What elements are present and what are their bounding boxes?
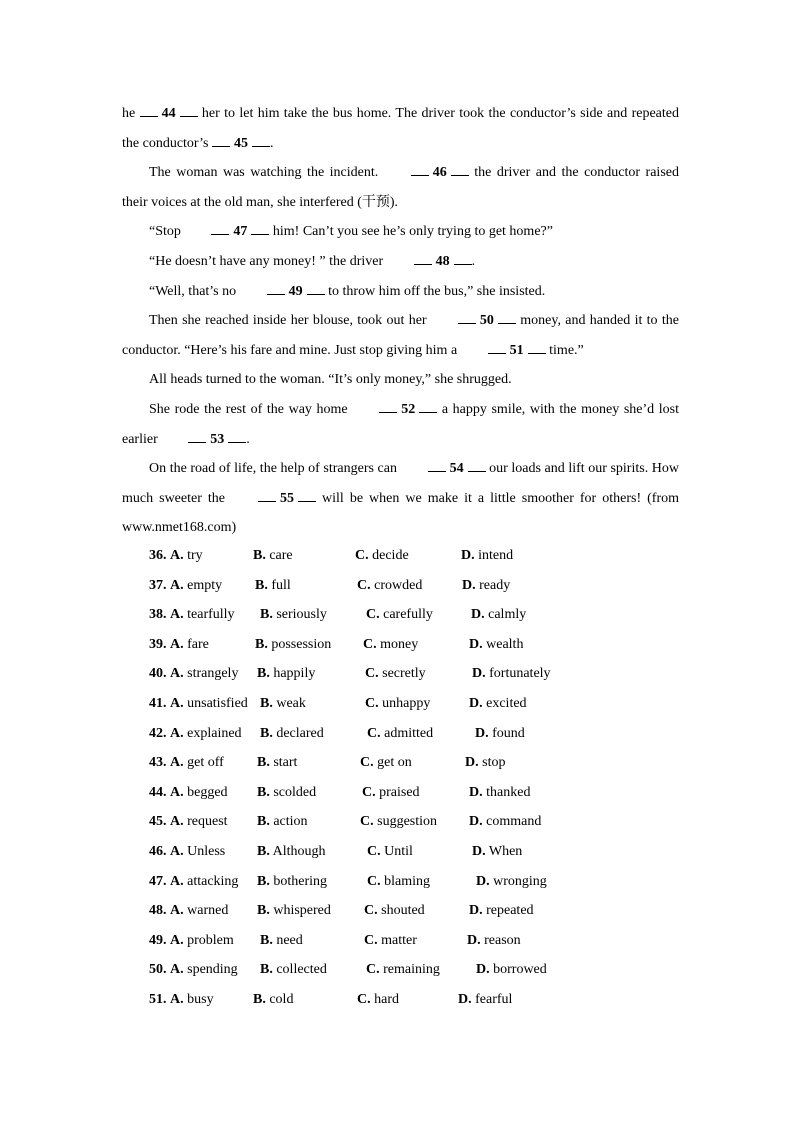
question-number: 48. [149, 903, 167, 919]
question-number: 37. [149, 577, 167, 593]
option-letter: A. [170, 843, 184, 859]
option-letter: C. [366, 962, 380, 978]
option-text: borrowed [493, 962, 547, 978]
option-a [170, 837, 225, 867]
option-text: ready [479, 577, 511, 593]
option-letter: A. [170, 991, 184, 1007]
option-c [363, 630, 418, 660]
option-letter: A. [170, 873, 184, 889]
option-text: admitted [384, 725, 434, 741]
option-text: collected [276, 962, 327, 978]
blank-55 [231, 484, 316, 514]
option-letter: D. [467, 932, 481, 948]
option-c [366, 600, 433, 630]
passage-paragraph [122, 217, 679, 247]
option-letter: C. [362, 784, 376, 800]
option-b [257, 659, 315, 689]
option-letter: B. [253, 548, 266, 563]
option-a [170, 807, 228, 837]
option-letter: A. [170, 577, 184, 593]
option-text: praised [379, 784, 420, 800]
option-letter: D. [458, 991, 472, 1007]
option-text: blaming [384, 873, 431, 889]
option-text: try [187, 548, 203, 563]
option-d [465, 748, 505, 778]
option-text: money [380, 636, 419, 652]
option-text: happily [273, 666, 316, 682]
option-letter: B. [257, 814, 270, 830]
option-letter: C. [360, 814, 374, 830]
option-b [257, 837, 325, 867]
option-text: intend [478, 548, 514, 563]
option-text: scolded [273, 784, 317, 800]
option-text: Unless [187, 843, 226, 859]
option-letter: A. [170, 636, 184, 652]
option-c [365, 689, 430, 719]
option-letter: C. [364, 932, 378, 948]
option-d [472, 659, 551, 689]
option-letter: B. [257, 755, 270, 771]
option-a [170, 541, 203, 571]
option-text: Although [272, 843, 326, 859]
option-letter: B. [255, 636, 268, 652]
question-number: 39. [149, 636, 167, 652]
paragraph-text: “He doesn’t have any money! ” the driver [149, 254, 387, 269]
paragraph-text: The woman was watching the incident. [149, 165, 384, 180]
blank-50 [431, 306, 516, 336]
option-letter: D. [471, 607, 485, 623]
option-text: full [271, 577, 291, 593]
option-c [357, 571, 422, 601]
option-a [170, 896, 228, 926]
option-d [469, 807, 541, 837]
option-b [260, 719, 324, 749]
passage-paragraph [122, 158, 679, 217]
option-b [257, 896, 331, 926]
option-letter: C. [357, 577, 371, 593]
option-text: strangely [187, 666, 239, 682]
option-letter: B. [260, 962, 273, 978]
option-letter: A. [170, 666, 184, 682]
option-text: carefully [383, 607, 433, 623]
option-a [170, 955, 238, 985]
option-d [461, 541, 513, 571]
option-text: matter [381, 932, 417, 948]
option-text: empty [187, 577, 223, 593]
option-letter: A. [170, 784, 184, 800]
blank-number: 48 [435, 254, 450, 269]
option-letter: D. [472, 666, 486, 682]
option-letter: A. [170, 607, 184, 623]
option-letter: B. [257, 843, 270, 859]
question-number: 36. [149, 548, 167, 563]
option-a [170, 600, 235, 630]
option-letter: C. [363, 636, 377, 652]
option-text: tearfully [187, 607, 235, 623]
blank-number: 49 [288, 284, 303, 299]
passage-paragraph [122, 454, 679, 543]
passage-paragraph [122, 247, 679, 277]
option-text: action [273, 814, 308, 830]
option-d [458, 985, 512, 1015]
option-letter: B. [260, 695, 273, 711]
option-b [257, 807, 308, 837]
option-text: stop [482, 755, 506, 771]
option-b [260, 926, 303, 956]
option-letter: A. [170, 725, 184, 741]
option-text: declared [276, 725, 324, 741]
blank-number: 55 [280, 490, 295, 506]
option-d [469, 630, 523, 660]
question-number: 44. [149, 784, 167, 800]
option-c [367, 719, 433, 749]
option-letter: D. [462, 577, 476, 593]
paragraph-text: She rode the rest of the way home [149, 402, 353, 417]
question-number: 47. [149, 873, 167, 889]
option-letter: A. [170, 755, 184, 771]
option-letter: B. [257, 666, 270, 682]
option-d [469, 778, 530, 808]
option-text: spending [187, 962, 238, 978]
option-text: command [486, 814, 542, 830]
option-letter: B. [260, 607, 273, 623]
option-letter: B. [253, 991, 266, 1007]
paragraph-text: he [122, 106, 140, 121]
blank-number: 53 [210, 431, 225, 447]
option-text: possession [271, 636, 332, 652]
blank-53 [161, 425, 246, 455]
option-b [260, 600, 327, 630]
blank-48 [387, 247, 472, 277]
blank-number: 52 [401, 402, 416, 417]
option-text: fare [187, 636, 209, 652]
option-text: problem [187, 932, 234, 948]
option-text: attacking [187, 873, 239, 889]
option-a [170, 719, 242, 749]
blank-number: 46 [432, 165, 447, 180]
paragraph-text: time.” [545, 342, 584, 358]
option-letter: B. [255, 577, 268, 593]
option-letter: C. [367, 873, 381, 889]
option-letter: C. [367, 843, 381, 859]
blank-number: 44 [161, 106, 176, 121]
option-letter: A. [170, 903, 184, 919]
option-letter: C. [357, 991, 371, 1007]
option-text: warned [187, 903, 229, 919]
option-text: bothering [273, 873, 327, 889]
option-c [366, 955, 440, 985]
question-number: 43. [149, 755, 167, 771]
option-d [467, 926, 521, 956]
blank-52 [352, 395, 437, 425]
question-number: 49. [149, 932, 167, 948]
option-text: fearful [475, 991, 513, 1007]
passage-paragraph [122, 395, 679, 454]
option-c [364, 926, 417, 956]
blank-number: 50 [479, 313, 494, 328]
option-b [257, 748, 297, 778]
option-text: get on [377, 755, 412, 771]
option-text: wronging [493, 873, 547, 889]
option-c [357, 985, 399, 1015]
paragraph-text: our loads and lift our spirits. How much sweeter the [122, 461, 679, 506]
option-b [257, 867, 327, 897]
option-letter: B. [260, 725, 273, 741]
passage-paragraph [122, 306, 679, 365]
option-text: unsatisfied [187, 695, 248, 711]
option-c [367, 867, 430, 897]
option-letter: C. [355, 548, 369, 563]
option-text: unhappy [382, 695, 431, 711]
paragraph-text: . [269, 135, 274, 151]
option-text: found [492, 725, 525, 741]
option-b [255, 571, 291, 601]
paragraph-text: . [246, 431, 250, 447]
option-d [476, 867, 547, 897]
option-c [367, 837, 413, 867]
blank-47 [184, 217, 269, 247]
option-d [476, 955, 547, 985]
question-number: 45. [149, 814, 167, 830]
option-text: busy [187, 991, 214, 1007]
option-c [364, 896, 425, 926]
option-a [170, 867, 238, 897]
paragraph-text: to throw him off the bus,” she insisted. [324, 284, 546, 299]
option-text: wealth [486, 636, 524, 652]
paragraph-text: “Stop [149, 224, 185, 239]
option-text: decide [372, 548, 409, 563]
option-letter: A. [170, 814, 184, 830]
option-text: remaining [383, 962, 440, 978]
option-letter: C. [364, 903, 378, 919]
option-letter: A. [170, 932, 184, 948]
option-text: secretly [382, 666, 426, 682]
option-c [360, 807, 437, 837]
option-b [260, 955, 327, 985]
paragraph-text: him! Can’t you see he’s only trying to get home?” [269, 224, 553, 239]
option-text: get off [187, 755, 224, 771]
option-text: seriously [276, 607, 327, 623]
option-d [472, 837, 522, 867]
passage-paragraph [122, 99, 679, 158]
paragraph-text: . [471, 254, 476, 269]
option-text: reason [484, 932, 521, 948]
option-a [170, 659, 238, 689]
option-a [170, 689, 248, 719]
option-text: weak [276, 695, 306, 711]
option-text: care [269, 548, 293, 563]
paragraph-text: All heads turned to the woman. “It’s only money,” she shrugged. [149, 372, 512, 387]
option-letter: D. [476, 873, 490, 889]
option-d [475, 719, 525, 749]
option-letter: B. [260, 932, 273, 948]
option-letter: D. [465, 755, 479, 771]
option-c [362, 778, 420, 808]
option-text: explained [187, 725, 242, 741]
option-text: thanked [486, 784, 531, 800]
blank-54 [401, 454, 486, 484]
option-b [255, 630, 331, 660]
option-d [471, 600, 526, 630]
option-letter: B. [257, 873, 270, 889]
option-letter: D. [461, 548, 475, 563]
option-text: start [273, 755, 298, 771]
option-b [257, 778, 316, 808]
paragraph-text: the driver and the conductor raised their voices at the old man, she interfered (干预). [122, 165, 679, 210]
option-text: begged [187, 784, 228, 800]
paragraph-text: will be when we make it a little smoother for others! (from www.nmet168.com) [122, 490, 679, 536]
option-letter: A. [170, 548, 184, 563]
blank-number: 51 [509, 342, 524, 358]
option-c [355, 541, 409, 571]
option-a [170, 985, 214, 1015]
option-letter: C. [360, 755, 374, 771]
paragraph-text: “Well, that’s no [149, 284, 240, 299]
question-number: 42. [149, 725, 167, 741]
option-letter: C. [367, 725, 381, 741]
option-text: When [488, 843, 523, 859]
blank-46 [384, 158, 469, 188]
blank-45 [212, 129, 270, 159]
option-text: fortunately [489, 666, 551, 682]
option-c [365, 659, 426, 689]
question-number: 41. [149, 695, 167, 711]
option-text: whispered [273, 903, 331, 919]
option-letter: A. [170, 695, 184, 711]
option-letter: B. [257, 903, 270, 919]
option-text: need [276, 932, 303, 948]
passage-paragraph [122, 365, 679, 395]
option-text: calmly [488, 607, 527, 623]
option-a [170, 630, 209, 660]
option-a [170, 926, 234, 956]
option-letter: D. [469, 814, 483, 830]
question-number: 46. [149, 843, 167, 859]
option-letter: D. [469, 695, 483, 711]
option-text: excited [486, 695, 527, 711]
option-letter: B. [257, 784, 270, 800]
option-text: repeated [486, 903, 534, 919]
question-number: 50. [149, 962, 167, 978]
option-text: request [187, 814, 228, 830]
option-letter: A. [170, 962, 184, 978]
paragraph-text: On the road of life, the help of strangers can [149, 461, 401, 476]
option-text: shouted [381, 903, 425, 919]
option-d [462, 571, 510, 601]
option-b [253, 541, 293, 571]
blank-number: 45 [233, 135, 248, 151]
question-number: 40. [149, 666, 167, 682]
option-a [170, 778, 228, 808]
option-letter: D. [475, 725, 489, 741]
option-text: Until [384, 843, 413, 859]
option-d [469, 689, 527, 719]
option-letter: D. [469, 784, 483, 800]
option-b [253, 985, 293, 1015]
option-d [469, 896, 534, 926]
paragraph-text: a happy smile, with the money she’d lost earlier [122, 402, 679, 447]
blank-51 [461, 336, 546, 366]
option-letter: C. [365, 666, 379, 682]
question-number: 51. [149, 991, 167, 1007]
blank-number: 54 [449, 461, 464, 476]
option-text: crowded [374, 577, 423, 593]
option-text: cold [269, 991, 294, 1007]
option-b [260, 689, 306, 719]
paragraph-text: her to let him take the bus home. The driver took the conductor’s side and repeated the conductor’s [122, 106, 679, 151]
blank-number: 47 [233, 224, 248, 239]
option-letter: D. [469, 636, 483, 652]
option-letter: D. [469, 903, 483, 919]
option-letter: D. [476, 962, 490, 978]
option-a [170, 748, 224, 778]
paragraph-text: Then she reached inside her blouse, took out her [149, 313, 431, 328]
option-c [360, 748, 412, 778]
paragraph-text: money, and handed it to the conductor. “Here’s his fare and mine. Just stop giving him a [122, 313, 679, 358]
blank-49 [240, 277, 325, 307]
passage-paragraph [122, 277, 679, 307]
option-letter: C. [365, 695, 379, 711]
option-letter: D. [472, 843, 486, 859]
option-text: suggestion [377, 814, 438, 830]
option-a [170, 571, 222, 601]
question-number: 38. [149, 607, 167, 623]
option-letter: C. [366, 607, 380, 623]
blank-44 [140, 99, 198, 129]
option-text: hard [374, 991, 400, 1007]
